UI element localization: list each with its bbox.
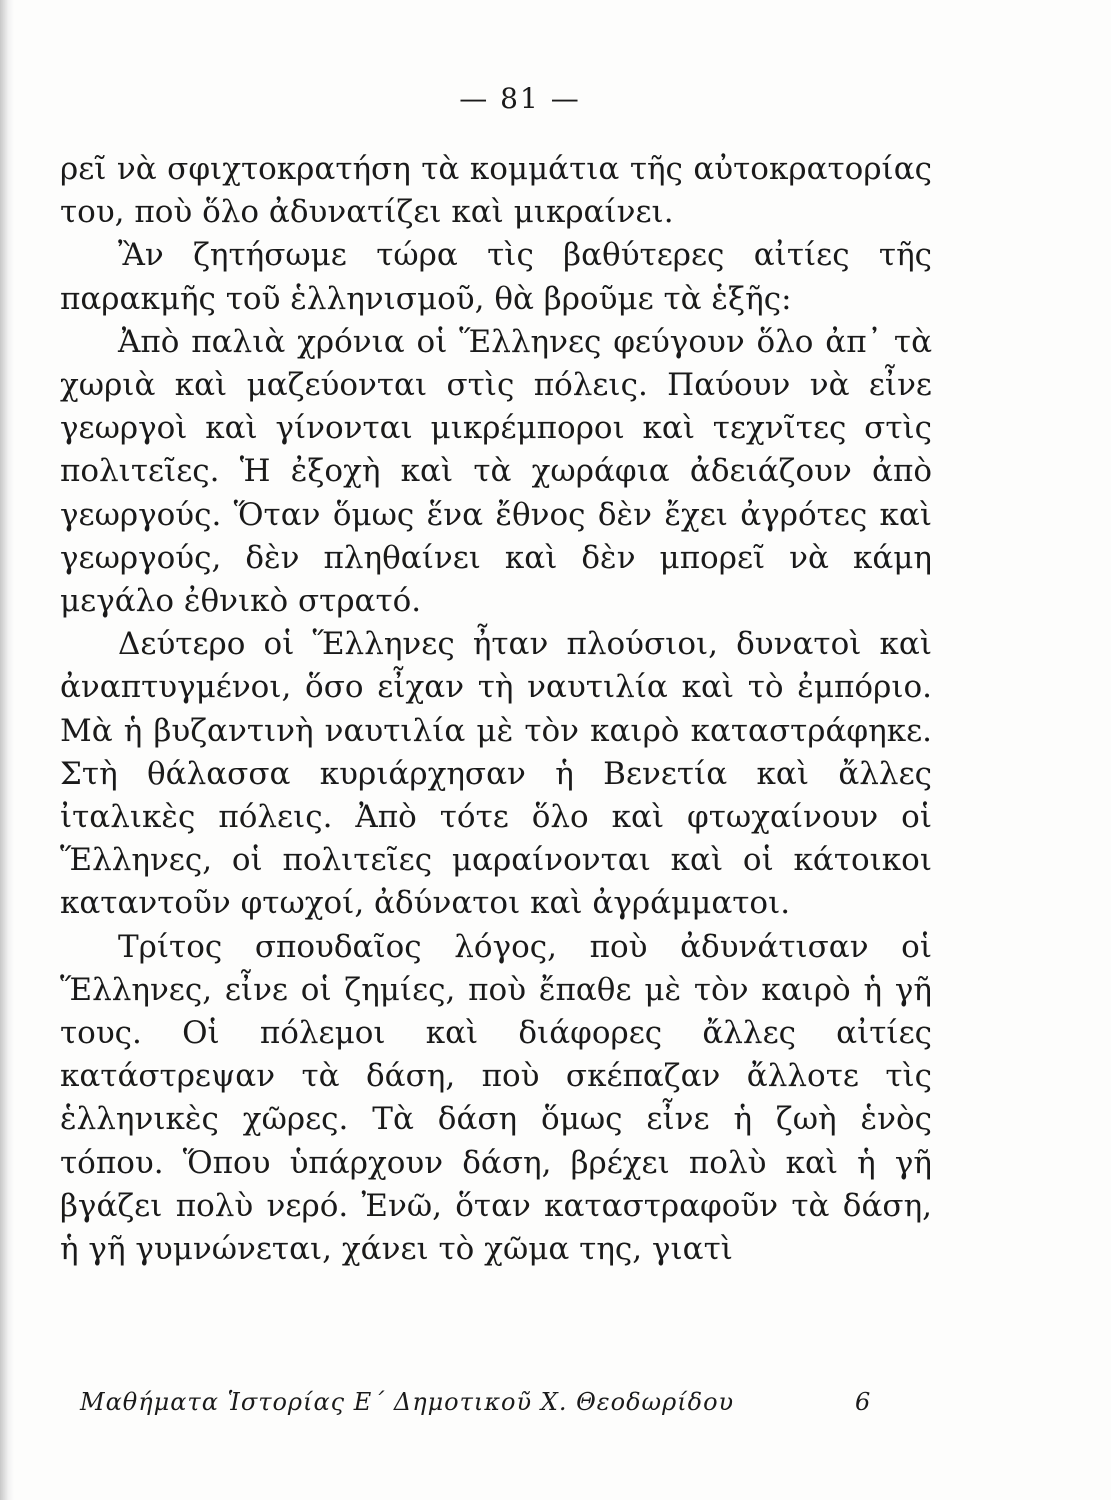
footer-book-title: Μαθήματα Ἱστορίας Ε΄ Δημοτικοῦ Χ. Θεοδωρίδου	[80, 1388, 735, 1416]
paragraph-continuation: ρεῖ νὰ σφιχτοκρατήση τὰ κομμάτια τῆς αὐτοκρατορίας του, ποὺ ὅλο ἀδυνατίζει καὶ μικραίνει.	[60, 151, 932, 231]
paragraph-third-cause: Τρίτος σπουδαῖος λόγος, ποὺ ἀδυνάτισαν οἱ Ἕλληνες, εἶνε οἱ ζημίες, ποὺ ἔπαθε μὲ τὸν καιρὸ ἡ γῆ τους. Οἱ πόλεμοι καὶ διάφορες ἄλλες αἰτίες κατάστρεψαν τὰ δάση, ποὺ σκέπαζαν ἄλλοτε τὶς ἑλληνικὲς χῶρες. Τὰ δάση ὅμως εἶνε ἡ ζωὴ ἑνὸς τόπου. Ὅπου ὑπάρχουν δάση, βρέχει πολὺ καὶ ἡ γῆ βγάζει πολὺ νερό. Ἐνῶ, ὅταν καταστραφοῦν τὰ δάση, ἡ γῆ γυμνώνεται, χάνει τὸ χῶμα της, γιατὶ	[60, 928, 932, 1268]
paragraph-second-cause: Δεύτερο οἱ Ἕλληνες ἦταν πλούσιοι, δυνατοὶ καὶ ἀναπτυγμένοι, ὅσο εἶχαν τὴ ναυτιλία καὶ τὸ ἐμπόριο. Μὰ ἡ βυζαντινὴ ναυτιλία μὲ τὸν καιρὸ καταστράφηκε. Στὴ θάλασσα κυριάρχησαν ἡ Βενετία καὶ ἄλλες ἰταλικὲς πόλεις. Ἀπὸ τότε ὅλο καὶ φτωχαίνουν οἱ Ἕλληνες, οἱ πολιτεῖες μαραίνονται καὶ οἱ κάτοικοι καταντοῦν φτωχοί, ἀδύνατοι καὶ ἀγράμματοι.	[60, 626, 932, 922]
body-text	[60, 148, 932, 1271]
paragraph-first-cause: Ἀπὸ παλιὰ χρόνια οἱ Ἕλληνες φεύγουν ὅλο ἀπ᾿ τὰ χωριὰ καὶ μαζεύονται στὶς πόλεις. Παύουν νὰ εἶνε γεωργοὶ καὶ γίνονται μικρέμποροι καὶ τεχνῖτες στὶς πολιτεῖες. Ἡ ἐξοχὴ καὶ τὰ χωράφια ἀδειάζουν ἀπὸ γεωργούς. Ὅταν ὅμως ἕνα ἔθνος δὲν ἔχει ἀγρότες καὶ γεωργούς, δὲν πληθαίνει καὶ δὲν μπορεῖ νὰ κάμη μεγάλο ἐθνικὸ στρατό.	[60, 323, 932, 620]
paragraph-causes-intro: Ἂν ζητήσωμε τώρα τὶς βαθύτερες αἰτίες τῆς παρακμῆς τοῦ ἑλληνισμοῦ, θὰ βροῦμε τὰ ἑξῆς:	[60, 237, 932, 317]
footer-sheet-number: 6	[855, 1388, 871, 1416]
page-edge-shadow	[0, 0, 14, 1500]
page-number: — 81 —	[459, 82, 581, 115]
